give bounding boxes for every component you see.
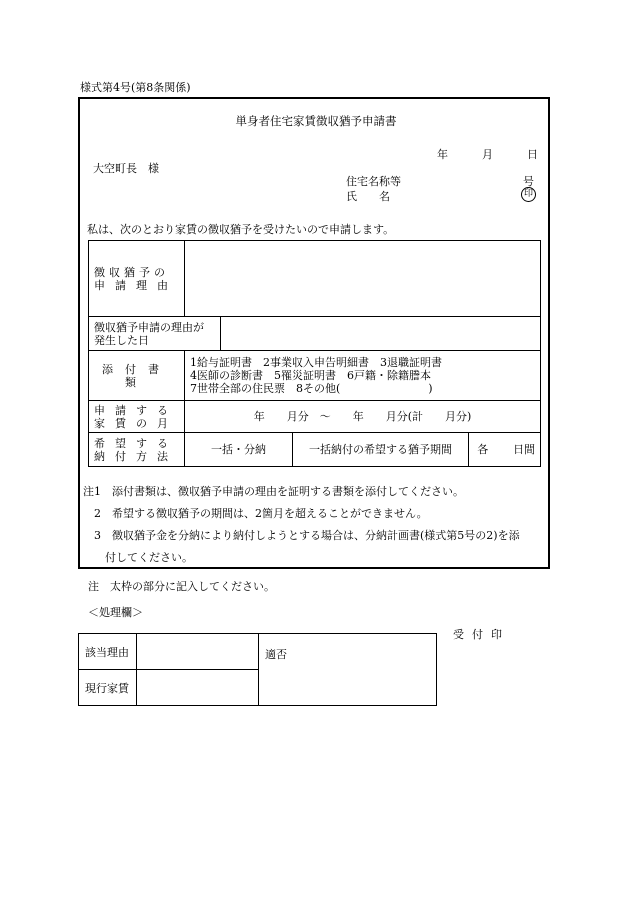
suitability-field[interactable] (259, 634, 437, 706)
room-number-label: 号 (523, 175, 534, 188)
date-day: 日 (527, 148, 538, 161)
note-3: 3 徴収猶予金を分納により納付しようとする場合は、分納計画書(様式第5号の2)を添 (83, 529, 520, 542)
reason-row (89, 241, 541, 317)
application-date (437, 146, 538, 162)
date-month: 月 (482, 148, 493, 161)
processing-table (78, 633, 437, 706)
applicable-reason-field[interactable] (137, 634, 259, 670)
payment-row (89, 433, 541, 467)
receipt-stamp-label: 受付印 (453, 628, 510, 641)
current-rent-field[interactable] (137, 670, 259, 706)
attachments-row (89, 351, 541, 401)
note-1: 注1 添付書類は、徴収猶予申請の理由を証明する書類を添付してください。 (83, 485, 464, 498)
applicant-name-label: 氏 名 (346, 190, 390, 203)
payment-each: 各 (469, 433, 497, 467)
reason-label: 徴収猶予の 申請理由 (89, 241, 185, 317)
seal-mark: 印 (521, 187, 536, 202)
note-2: 2 希望する徴収猶予の期間は、2箇月を超えることができません。 (83, 507, 428, 520)
bold-frame-note: 注 太枠の部分に記入してください。 (88, 580, 275, 593)
payment-option[interactable]: 一括・分納 (185, 433, 293, 467)
attachments-label: 添付書類 (89, 351, 185, 401)
rent-month-row (89, 401, 541, 433)
notes (83, 481, 549, 569)
reason-field[interactable] (185, 241, 541, 317)
application-table (88, 240, 541, 467)
payment-method-label: 希望する 納付方法 (89, 433, 185, 467)
current-rent-label: 現行家賃 (79, 670, 137, 706)
application-statement: 私は、次のとおり家賃の徴収猶予を受けたいので申請します。 (87, 223, 395, 236)
attachments-list[interactable]: 1給与証明書 2事業収入申告明細書 3退職証明書 4医師の診断書 5罹災証明書 6戸籍・除籍謄本 7世帯全部の住民票 8その他( ) (185, 351, 541, 401)
rent-month-field[interactable]: 年 月分 ～ 年 月分(計 月分) (185, 401, 541, 433)
date-year: 年 (437, 148, 448, 161)
payment-period-label: 一括納付の希望する猶予期間 (293, 433, 469, 467)
reason-date-row (89, 317, 541, 351)
reason-date-label: 徴収猶予申請の理由が 発生した日 (89, 317, 221, 351)
note-3-cont: 付してください。 (83, 551, 193, 564)
processing-section-label: ＜処理欄＞ (88, 606, 143, 619)
housing-name-label: 住宅名称等 (346, 175, 401, 188)
payment-days[interactable]: 日間 (497, 433, 541, 467)
form-title: 単身者住宅家賃徴収猶予申請書 (235, 114, 397, 128)
form-number-label: 様式第4号(第8条関係) (80, 81, 191, 94)
rent-month-label: 申請する 家賃の月 (89, 401, 185, 433)
application-frame (78, 97, 550, 569)
reason-date-field[interactable] (221, 317, 541, 351)
suitability-label: 適否 (265, 648, 287, 661)
applicable-reason-label: 該当理由 (79, 634, 137, 670)
addressee: 大空町長 様 (93, 162, 159, 175)
